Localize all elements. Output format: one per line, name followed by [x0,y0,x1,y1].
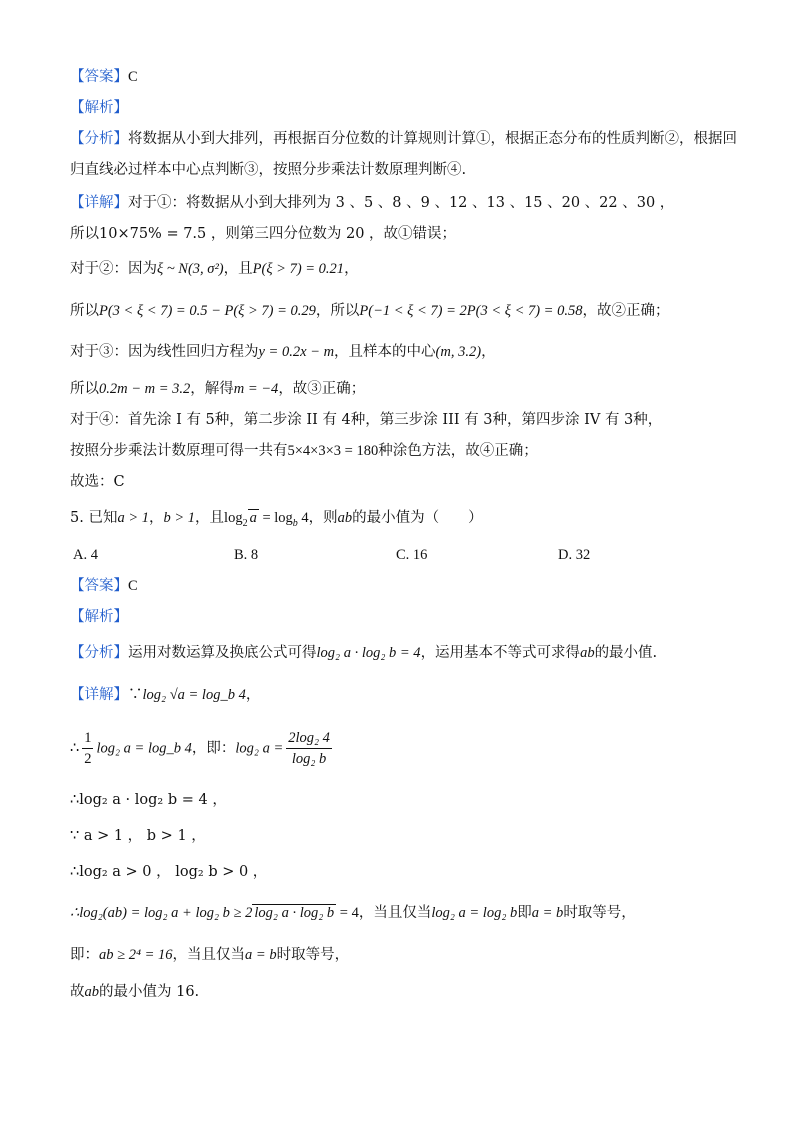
q5-s2-therefore: ∴ [70,740,80,757]
q5-s1-c: ， [245,687,261,703]
q5-s6-g: a = b [531,905,564,921]
q5-s2-half-den: 2 [84,751,92,767]
q4-xj-line-6 [70,379,365,399]
q4-xj4-c: ，所以 [315,303,360,319]
fenxi-tag: 【分析】 [70,131,128,147]
q4-xj6-a: 所以 [70,381,99,397]
q4-xj-line-8 [70,441,538,461]
q4-xj8-a: 按照分步乘法计数原理可得一共有 [70,443,288,459]
q5-s8-c: 的最小值为 16. [99,984,200,1000]
q5-s7-formula: ab ≥ 2⁴ = 16 [99,947,173,963]
q5-stem-e: ，且 [195,510,225,526]
q5-s2-fraction [286,728,332,769]
answer-tag: 【答案】 [70,69,128,85]
q4-xiangjie-line-1 [70,193,674,213]
q5-step-6 [70,903,636,923]
fenxi-tag: 【分析】 [70,645,128,661]
q4-xj4-a: 所以 [70,303,99,319]
q5-stem-ab: ab [337,510,353,526]
q5-s7-e: 时取等号， [276,947,350,963]
q4-xj4-formula-1: P(3 < ξ < 7) = 0.5 − P(ξ > 7) = 0.29 [99,303,316,319]
q5-stem-l: ，则 [308,510,338,526]
q5-s2-lhs: log₂ a = [235,740,284,757]
q5-s2-frac-num: 2log₂ 4 [286,728,332,749]
option-a: A. 4 [73,547,98,563]
q5-stem-sqrt-a: a [249,510,257,526]
q5-s2-c: ，即： [191,740,236,757]
q5-fenxi-formula: log₂ a · log₂ b = 4 [316,645,421,661]
q5-s7-d: a = b [245,947,277,963]
q5-step-5: ∴log₂ a > 0 ， log₂ b > 0 ， [70,864,268,880]
q4-xj8-formula: 5×4×3×3 = 180 [287,443,379,459]
q4-xj-line-5 [70,342,496,362]
q5-step-3: ∴log₂ a · log₂ b = 4 ， [70,792,227,808]
q4-fenxi-line-1 [70,129,737,149]
q5-s6-e: log₂ a = log₂ b [431,905,518,921]
option-b: B. 8 [234,547,259,563]
option-d: D. 32 [558,547,591,563]
jiexi-tag: 【解析】 [70,100,128,116]
q5-s1-because: ∵ [128,687,143,703]
q5-xiangjie-line-1 [70,685,260,705]
q4-xj6-e: ，故③正确； [278,381,366,397]
q4-xj5-formula-2: (m, 3.2) [435,344,482,360]
q4-xj6-formula-2: m = −4 [233,381,279,397]
q4-answer-value: C [128,69,138,85]
q5-fenxi-line [70,643,657,663]
xiangjie-tag: 【详解】 [70,687,128,703]
xiangjie-tag: 【详解】 [70,195,128,211]
q5-s6-c: = 4 [336,905,359,921]
q5-stem-log-b: = log [258,510,293,526]
q5-jiexi-line [70,607,128,627]
q5-s6-a: ∴log₂(ab) = log₂ a + log₂ b ≥ 2 [70,905,253,921]
q4-xj3-e: ， [344,261,359,277]
q5-stem-d: b > 1 [163,510,196,526]
q5-s6-f: 即 [517,905,532,921]
q5-fenxi-a: 运用对数运算及换底公式可得 [128,645,317,661]
q5-stem-base-b: b [292,517,298,529]
q4-xj-text-1: 对于①：将数据从小到大排列为 3 、5 、8 、9 、12 、13 、15 、20 、22 、30 ， [128,195,675,211]
q5-fenxi-e: 的最小值. [594,645,658,661]
q5-s8-a: 故 [70,984,85,1000]
q4-xj-line-3 [70,259,359,279]
q5-s2-half [82,728,93,769]
answer-tag: 【答案】 [70,578,128,594]
q4-xj-line-4 [70,301,669,321]
q4-xj3-formula-2: P(ξ > 7) = 0.21 [252,261,345,277]
option-c: C. 16 [396,547,428,563]
q4-xj8-c: 种涂色方法，故④正确； [378,443,538,459]
q5-conclusion [70,982,199,1002]
q5-answer-line [70,576,138,596]
q4-xj5-a: 对于③：因为线性回归方程为 [70,344,259,360]
q5-stem-c: ， [149,510,164,526]
q4-xj3-formula-1: ξ ~ N(3, σ²) [157,261,224,277]
q5-s6-d: ，当且仅当 [358,905,432,921]
q5-stem-b: a > 1 [117,510,149,526]
q5-stem-a: 5. 已知 [70,510,118,526]
q4-xj-line-2: 所以10×75% = 7.5 ，则第三四分位数为 20 ，故①错误； [70,226,457,242]
q5-stem-base: 2 [242,517,248,529]
q4-xj3-a: 对于②：因为 [70,261,157,277]
q5-s7-a: 即： [70,947,99,963]
q5-s7-c: ，当且仅当 [172,947,246,963]
q5-answer-value: C [128,578,138,594]
q5-s2-half-num: 1 [82,728,93,749]
q5-step-4: ∵ a > 1 ， b > 1 ， [70,828,206,844]
q4-fenxi-text-1: 将数据从小到大排列，再根据百分位数的计算规则计算①，根据正态分布的性质判断②，根据回 [128,131,737,147]
q4-answer-line [70,67,138,87]
q4-xj6-c: ，解得 [190,381,234,397]
q5-s2-mid: log₂ a = log_b 4 [96,740,192,757]
q5-stem-n: 的最小值为（ ） [352,510,483,526]
q5-fenxi-c: ，运用基本不等式可求得 [420,645,581,661]
q5-s2-frac-den: log₂ b [291,751,327,767]
q4-xj3-c: ，且 [223,261,253,277]
q5-s8-ab: ab [84,984,99,1000]
q5-s6-h: 时取等号， [563,905,636,921]
q4-xj6-formula-1: 0.2m − m = 3.2 [99,381,191,397]
q5-s6-sqrt: log₂ a · log₂ b [254,905,335,921]
q4-fenxi-line-2: 归直线必过样本中心点判断③，按照分步乘法计数原理判断④. [70,162,467,178]
q4-jiexi-line [70,98,128,118]
jiexi-tag: 【解析】 [70,609,128,625]
q5-stem-log: log [224,510,243,526]
q5-stem [70,508,483,528]
q5-step-2 [70,728,335,769]
q5-s1-formula: log₂ √a = log_b 4 [142,687,246,703]
q4-xj5-formula-1: y = 0.2x − m [258,344,335,360]
q4-xj-line-7: 对于④：首先涂 I 有 5种，第二步涂 II 有 4种，第三步涂 III 有 3种，第四步涂 IV 有 3种， [70,412,663,428]
q4-xj5-c: ，且样本的中心 [334,344,436,360]
q5-fenxi-ab: ab [580,645,595,661]
q4-xj4-formula-2: P(−1 < ξ < 7) = 2P(3 < ξ < 7) = 0.58 [359,303,583,319]
q4-xj5-e: ， [481,344,496,360]
q5-step-7 [70,945,349,965]
q4-xj4-e: ，故②正确； [582,303,670,319]
q4-choice-line: 故选：C [70,474,125,490]
q5-stem-four: 4 [297,510,309,526]
